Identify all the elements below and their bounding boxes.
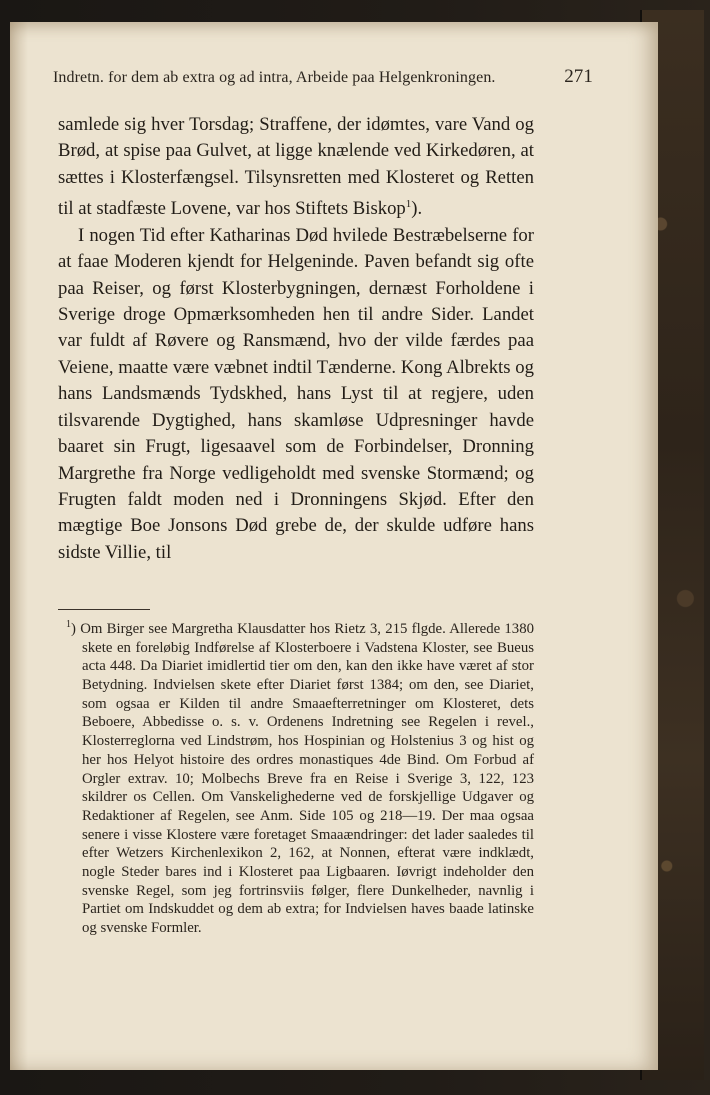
page-number: 271 [564, 66, 593, 87]
paragraph-1-text: samlede sig hver Torsdag; Straffene, der idømtes, vare Vand og Brød, at spise paa Gulvet, at ligge knælende ved Kirkedøren, at sættes i Klosterfængsel. Tilsynsretten med Klosteret og Retten til at stadfæste Lovene, var hos Stiftets Biskop [58, 114, 534, 220]
footnote-reference: 1 [405, 198, 412, 211]
paragraph-2: I nogen Tid efter Katharinas Død hvilede Bestræbelserne for at faae Moderen kjendt for Helgeninde. Paven befandt sig ofte paa Reiser, og først Klosterbygningen, dernæst Forholdene i Sverige droge Opmærksomheden hen til andre Sider. Landet var fuldt af Røvere og Ransmænd, hvo der vilde færdes paa Veiene, maatte være væbnet indtil Tænderne. Kong Albrekts og hans Landsmænds Tydskhed, hans Lyst til at regjere, uden tilsvarende Dygtighed, hans skamløse Udpresninger havde baaret sin Frugt, ligesaavel som de Forbindelser, Dronning Margrethe fra Norge vedligeholdt med svenske Stormænd; og Frugten faldt moden ned i Dronningens Skjød. Efter den mægtige Boe Jonsons Død grebe de, der skulde udføre hans sidste Villie, til [58, 224, 534, 563]
footnote-body [58, 616, 534, 938]
footnote-text: Om Birger see Margretha Klausdatter hos Rietz 3, 215 flgde. Allerede 1380 skete en foreløbig Indførelse af Klosterboere i Vadstena Kloster, see Bueus acta 448. Da Diariet imidlertid tier om den, kan den ikke have været af stor Betydning. Indvielsen skete efter Diariet først 1384; om den, see Diariet, som ogsaa er Kilden til andre Smaaefterretninger om Klosteret, dets Beboere, Abbedisse o. s. v. Ordenens Indretning see Regelen i revel., Klosterreglorna ved Lindstrøm, hos Hospinian og Holstenius 3 og hist og her hos Helyot histoire des ordres monastiques 4de Bind. Om Forbud af Orgler extrav. 10; Molbechs Breve fra en Reise i Sverige 3, 122, 123 skildrer os Cellen. Om Vanskelighederne ved de forskjellige Udgaver og Redaktioner af Regelen, see Anm. Side 105 og 218—19. Der maa ogsaa senere i visse Klostere være foretaget Smaaændringer: det lader saaledes til efter Wetzers Kirchenlexikon 2, 162, at Nonnen, efterat være indklædt, nogle Steder bares ind i Klosteret paa Ligbaaren. Iøvrigt indeholder den svenske Regel, som jeg fortrinsviis følger, flere Dunkelheder, navnlig i Partiet om Indskuddet og dem ab extra; for Indvielsen haves baade latinske og svenske Formler. [80, 620, 534, 937]
footnote-marker: 1 [66, 619, 71, 630]
footnote-separator [58, 609, 150, 610]
paragraph-1-end: ). [411, 198, 423, 220]
footnote-marker-close: ) [71, 620, 76, 637]
running-header-title: Indretn. for dem ab extra og ad intra, Arbeide paa Helgenkroningen. [53, 69, 496, 86]
running-header [53, 66, 593, 88]
main-text [58, 112, 534, 566]
footnote [58, 616, 534, 938]
paragraph-1 [58, 112, 534, 223]
